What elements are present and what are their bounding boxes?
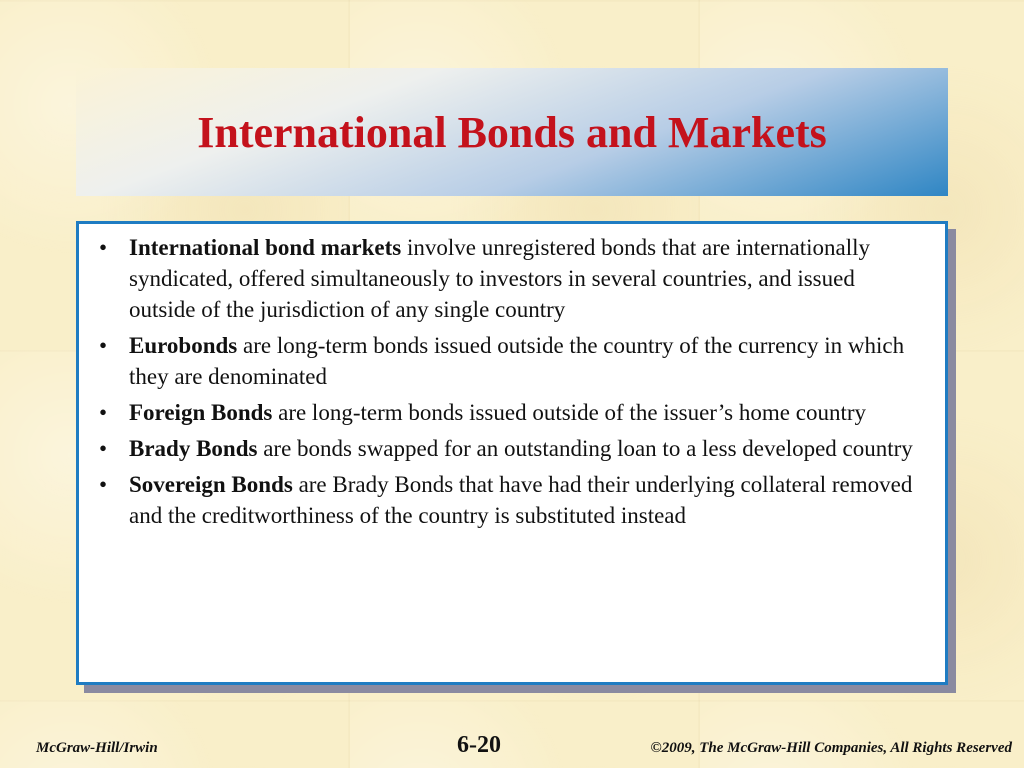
bullet-item <box>93 232 913 325</box>
bullet-term: International bond markets <box>129 235 402 260</box>
footer-slide-number: 6-20 <box>457 732 501 758</box>
bullet-term: Sovereign Bonds <box>129 472 293 497</box>
bullet-text: are long-term bonds issued outside the country of the currency in which they are denominated <box>129 333 905 389</box>
bullet-list <box>93 232 913 536</box>
bullet-icon: • <box>98 333 108 358</box>
title-banner <box>76 68 948 196</box>
bullet-item <box>93 433 913 464</box>
content-box <box>76 221 948 685</box>
bullet-item <box>93 330 913 392</box>
bullet-icon: • <box>98 472 108 497</box>
bullet-term: Eurobonds <box>129 333 238 358</box>
bullet-term: Foreign Bonds <box>129 400 273 425</box>
bullet-text: are Brady Bonds that have had their underlying collateral removed and the creditworthiness of the country is substituted instead <box>129 472 913 528</box>
slide-title: International Bonds and Markets <box>197 107 827 157</box>
bullet-text: involve unregistered bonds that are internationally syndicated, offered simultaneously to investors in several countries, and issued outside of the jurisdiction of any single country <box>129 235 871 322</box>
footer-publisher: McGraw-Hill/Irwin <box>36 740 158 756</box>
bullet-text: are long-term bonds issued outside of the issuer’s home country <box>272 400 866 425</box>
bullet-item <box>93 397 913 428</box>
bullet-icon: • <box>98 436 108 461</box>
bullet-term: Brady Bonds <box>129 436 258 461</box>
bullet-icon: • <box>98 235 108 260</box>
bullet-text: are bonds swapped for an outstanding loan to a less developed country <box>257 436 913 461</box>
bullet-item <box>93 469 913 531</box>
bullet-icon: • <box>98 400 108 425</box>
footer-copyright: ©2009, The McGraw-Hill Companies, All Rights Reserved <box>650 740 1012 756</box>
